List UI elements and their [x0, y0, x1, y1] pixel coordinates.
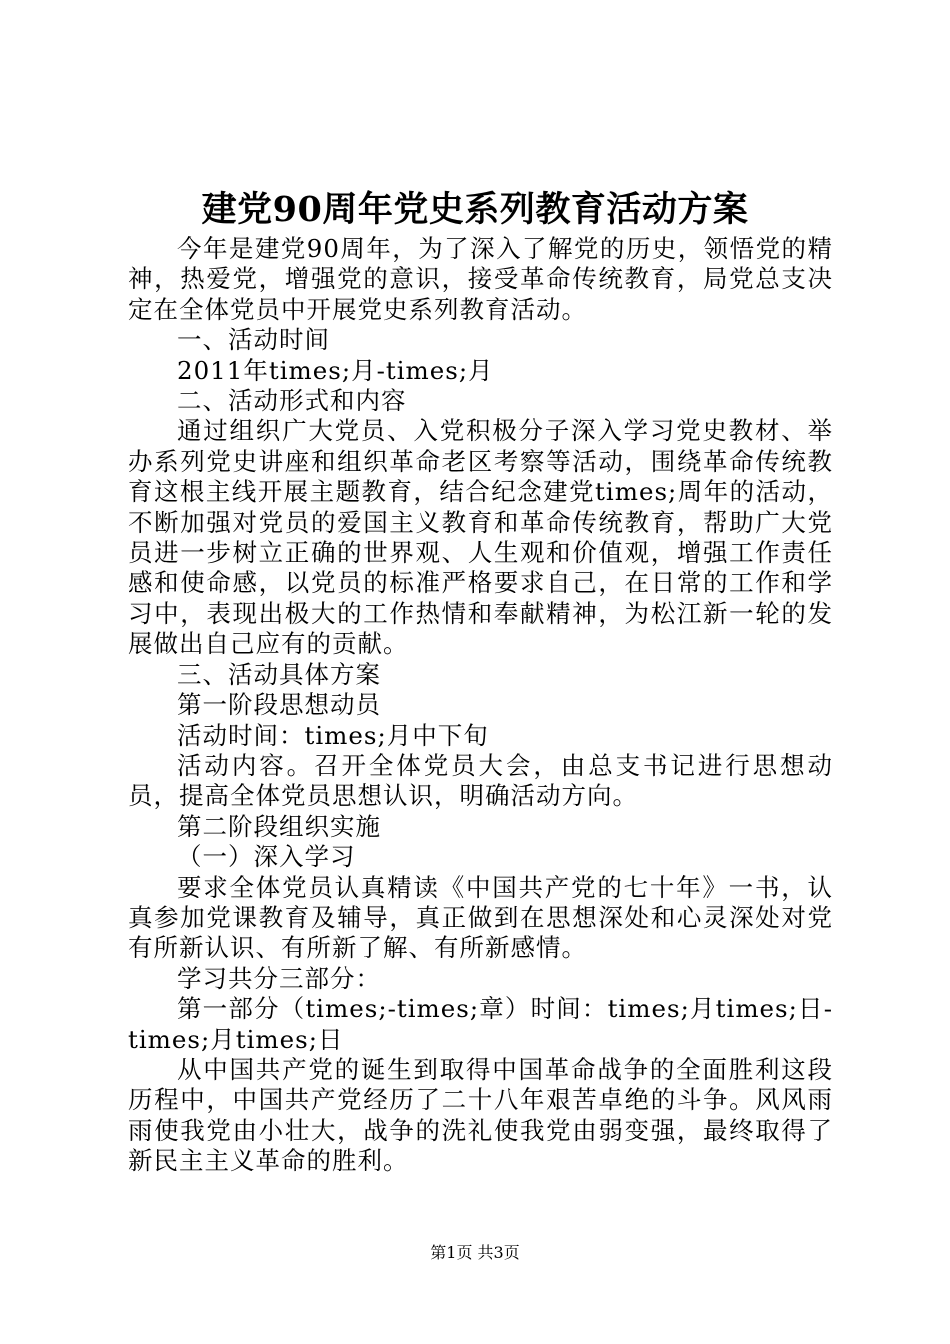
paragraph-activity-form: 通过组织广大党员、入党积极分子深入学习党史教材、举办系列党史讲座和组织革命老区考察等活动，围绕革命传统教育这根主线开展主题教育，结合纪念建党times;周年的活动，不断加强对党员的爱国主义教育和革命传统教育，帮助广大党员进一步树立正确的世界观、人生观和价值观，增强工作责任感和使命感，以党员的标准严格要求自己，在日常的工作和学习中，表现出极大的工作热情和奉献精神，为松江新一轮的发展做出自己应有的贡献。	[128, 416, 833, 659]
heading-stage-one: 第一阶段思想动员	[177, 690, 381, 720]
paragraph-part-one: 第一部分（times;-times;章）时间：times;月times;日-times;月times;日	[128, 994, 833, 1054]
paragraph-intro: 今年是建党90周年，为了深入了解党的历史，领悟党的精神，热爱党，增强党的意识，接受革命传统教育，局党总支决定在全体党员中开展党史系列教育活动。	[128, 234, 833, 324]
heading-stage-two: 第二阶段组织实施	[177, 811, 381, 841]
heading-activity-time: 一、活动时间	[177, 325, 330, 355]
heading-deep-study: （一）深入学习	[177, 842, 356, 872]
paragraph-activity-time: 2011年times;月-times;月	[177, 355, 494, 385]
paragraph-part-one-content: 从中国共产党的诞生到取得中国革命战争的全面胜利这段历程中，中国共产党经历了二十八年艰苦卓绝的斗争。风风雨雨使我党由小壮大，战争的洗礼使我党由弱变强，最终取得了新民主主义革命的胜利。	[128, 1054, 833, 1176]
paragraph-stage-one-content: 活动内容。召开全体党员大会，由总支书记进行思想动员，提高全体党员思想认识，明确活动方向。	[128, 750, 833, 811]
document-title: 建党90周年党史系列教育活动方案	[201, 189, 749, 230]
heading-activity-form: 二、活动形式和内容	[177, 386, 407, 416]
heading-specific-plan: 三、活动具体方案	[177, 659, 381, 689]
paragraph-stage-one-time: 活动时间：times;月中下旬	[177, 720, 489, 750]
paragraph-deep-study: 要求全体党员认真精读《中国共产党的七十年》一书，认真参加党课教育及辅导，真正做到在思想深处和心灵深处对党有所新认识、有所新了解、有所新感情。	[128, 872, 833, 963]
document-body	[128, 234, 833, 1177]
page-footer: 第1页 共3页	[430, 1243, 520, 1262]
paragraph-study-parts: 学习共分三部分：	[177, 963, 381, 993]
